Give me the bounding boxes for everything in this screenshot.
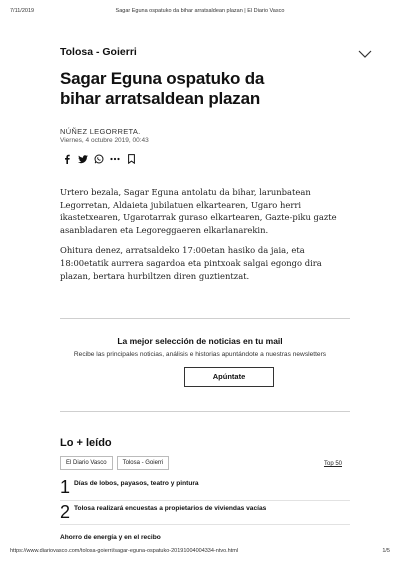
more-icon[interactable] — [110, 154, 120, 164]
newsletter-title: La mejor selección de noticias en tu mail — [117, 336, 283, 346]
filter-chip-diario-vasco[interactable]: El Diario Vasco — [60, 456, 113, 470]
rank-title[interactable]: Días de lobos, payasos, teatro y pintura — [74, 480, 199, 487]
rank-title[interactable]: Ahorro de energía y en el recibo — [60, 534, 161, 541]
rank-number: 1 — [60, 477, 71, 497]
section-name[interactable]: Tolosa - Goierri — [60, 46, 137, 58]
divider — [60, 500, 350, 501]
facebook-icon[interactable] — [62, 154, 72, 164]
article-date: Viernes, 4 octubre 2019, 00:43 — [60, 137, 149, 144]
print-date: 7/11/2019 — [10, 8, 35, 14]
list-item[interactable] — [60, 503, 350, 525]
print-url: https://www.diariovasco.com/tolosa-goierri/sagar-eguna-ospatuko-20191004004334-ntvo.html — [10, 548, 239, 554]
newsletter-signup-button[interactable]: Apúntate — [184, 367, 274, 387]
divider — [60, 524, 350, 525]
share-toolbar — [62, 153, 142, 165]
rank-number: 2 — [60, 502, 71, 522]
newsletter-subtitle: Recibe las principales noticias, análisis e historias apuntándote a nuestras newsletters — [73, 351, 327, 358]
most-read-filters — [60, 456, 173, 470]
top-50-link[interactable]: Top 50 — [323, 461, 342, 467]
list-item[interactable] — [60, 478, 350, 500]
print-footer — [10, 548, 390, 558]
article-paragraph: Urtero bezala, Sagar Eguna antolatu da bihar, larunbatean Legorretan, Aldaieta jubilatuen elkartearen, Ugaro herri ikastetxearen, Ugarotarrak guraso elkartearen, Gazte-piku gazte asanbladaren eta Legoreggaeren elkarlanarekin. — [60, 187, 337, 235]
article-body — [60, 186, 345, 290]
print-page-title: Sagar Eguna ospatuko da bihar arratsaldean plazan | El Diario Vasco — [115, 8, 285, 14]
divider — [60, 318, 350, 319]
filter-chip-tolosa-goierri[interactable]: Tolosa - Goierri — [117, 456, 170, 470]
article-paragraph: Ohitura denez, arratsaldeko 17:00etan hasiko da jaia, eta 18:00etatik aurrera sagardoa eta pintxoak salgai egongo dira plazan, bertara hurbiltzen diren guztientzat. — [60, 245, 322, 281]
chevron-down-icon[interactable] — [358, 46, 372, 56]
divider — [60, 411, 350, 412]
article-author: NÚÑEZ LEGORRETA. — [60, 127, 141, 136]
twitter-icon[interactable] — [78, 154, 88, 164]
print-page-number: 1/5 — [382, 548, 390, 554]
article-headline: Sagar Eguna ospatuko da bihar arratsaldean plazan — [60, 69, 265, 108]
section-bar — [60, 44, 372, 62]
whatsapp-icon[interactable] — [94, 154, 104, 164]
most-read-title: Lo + leído — [60, 437, 112, 449]
bookmark-icon[interactable] — [126, 154, 136, 164]
print-header — [10, 8, 390, 18]
rank-title[interactable]: Tolosa realizará encuestas a propietarios de viviendas vacías — [74, 505, 267, 512]
